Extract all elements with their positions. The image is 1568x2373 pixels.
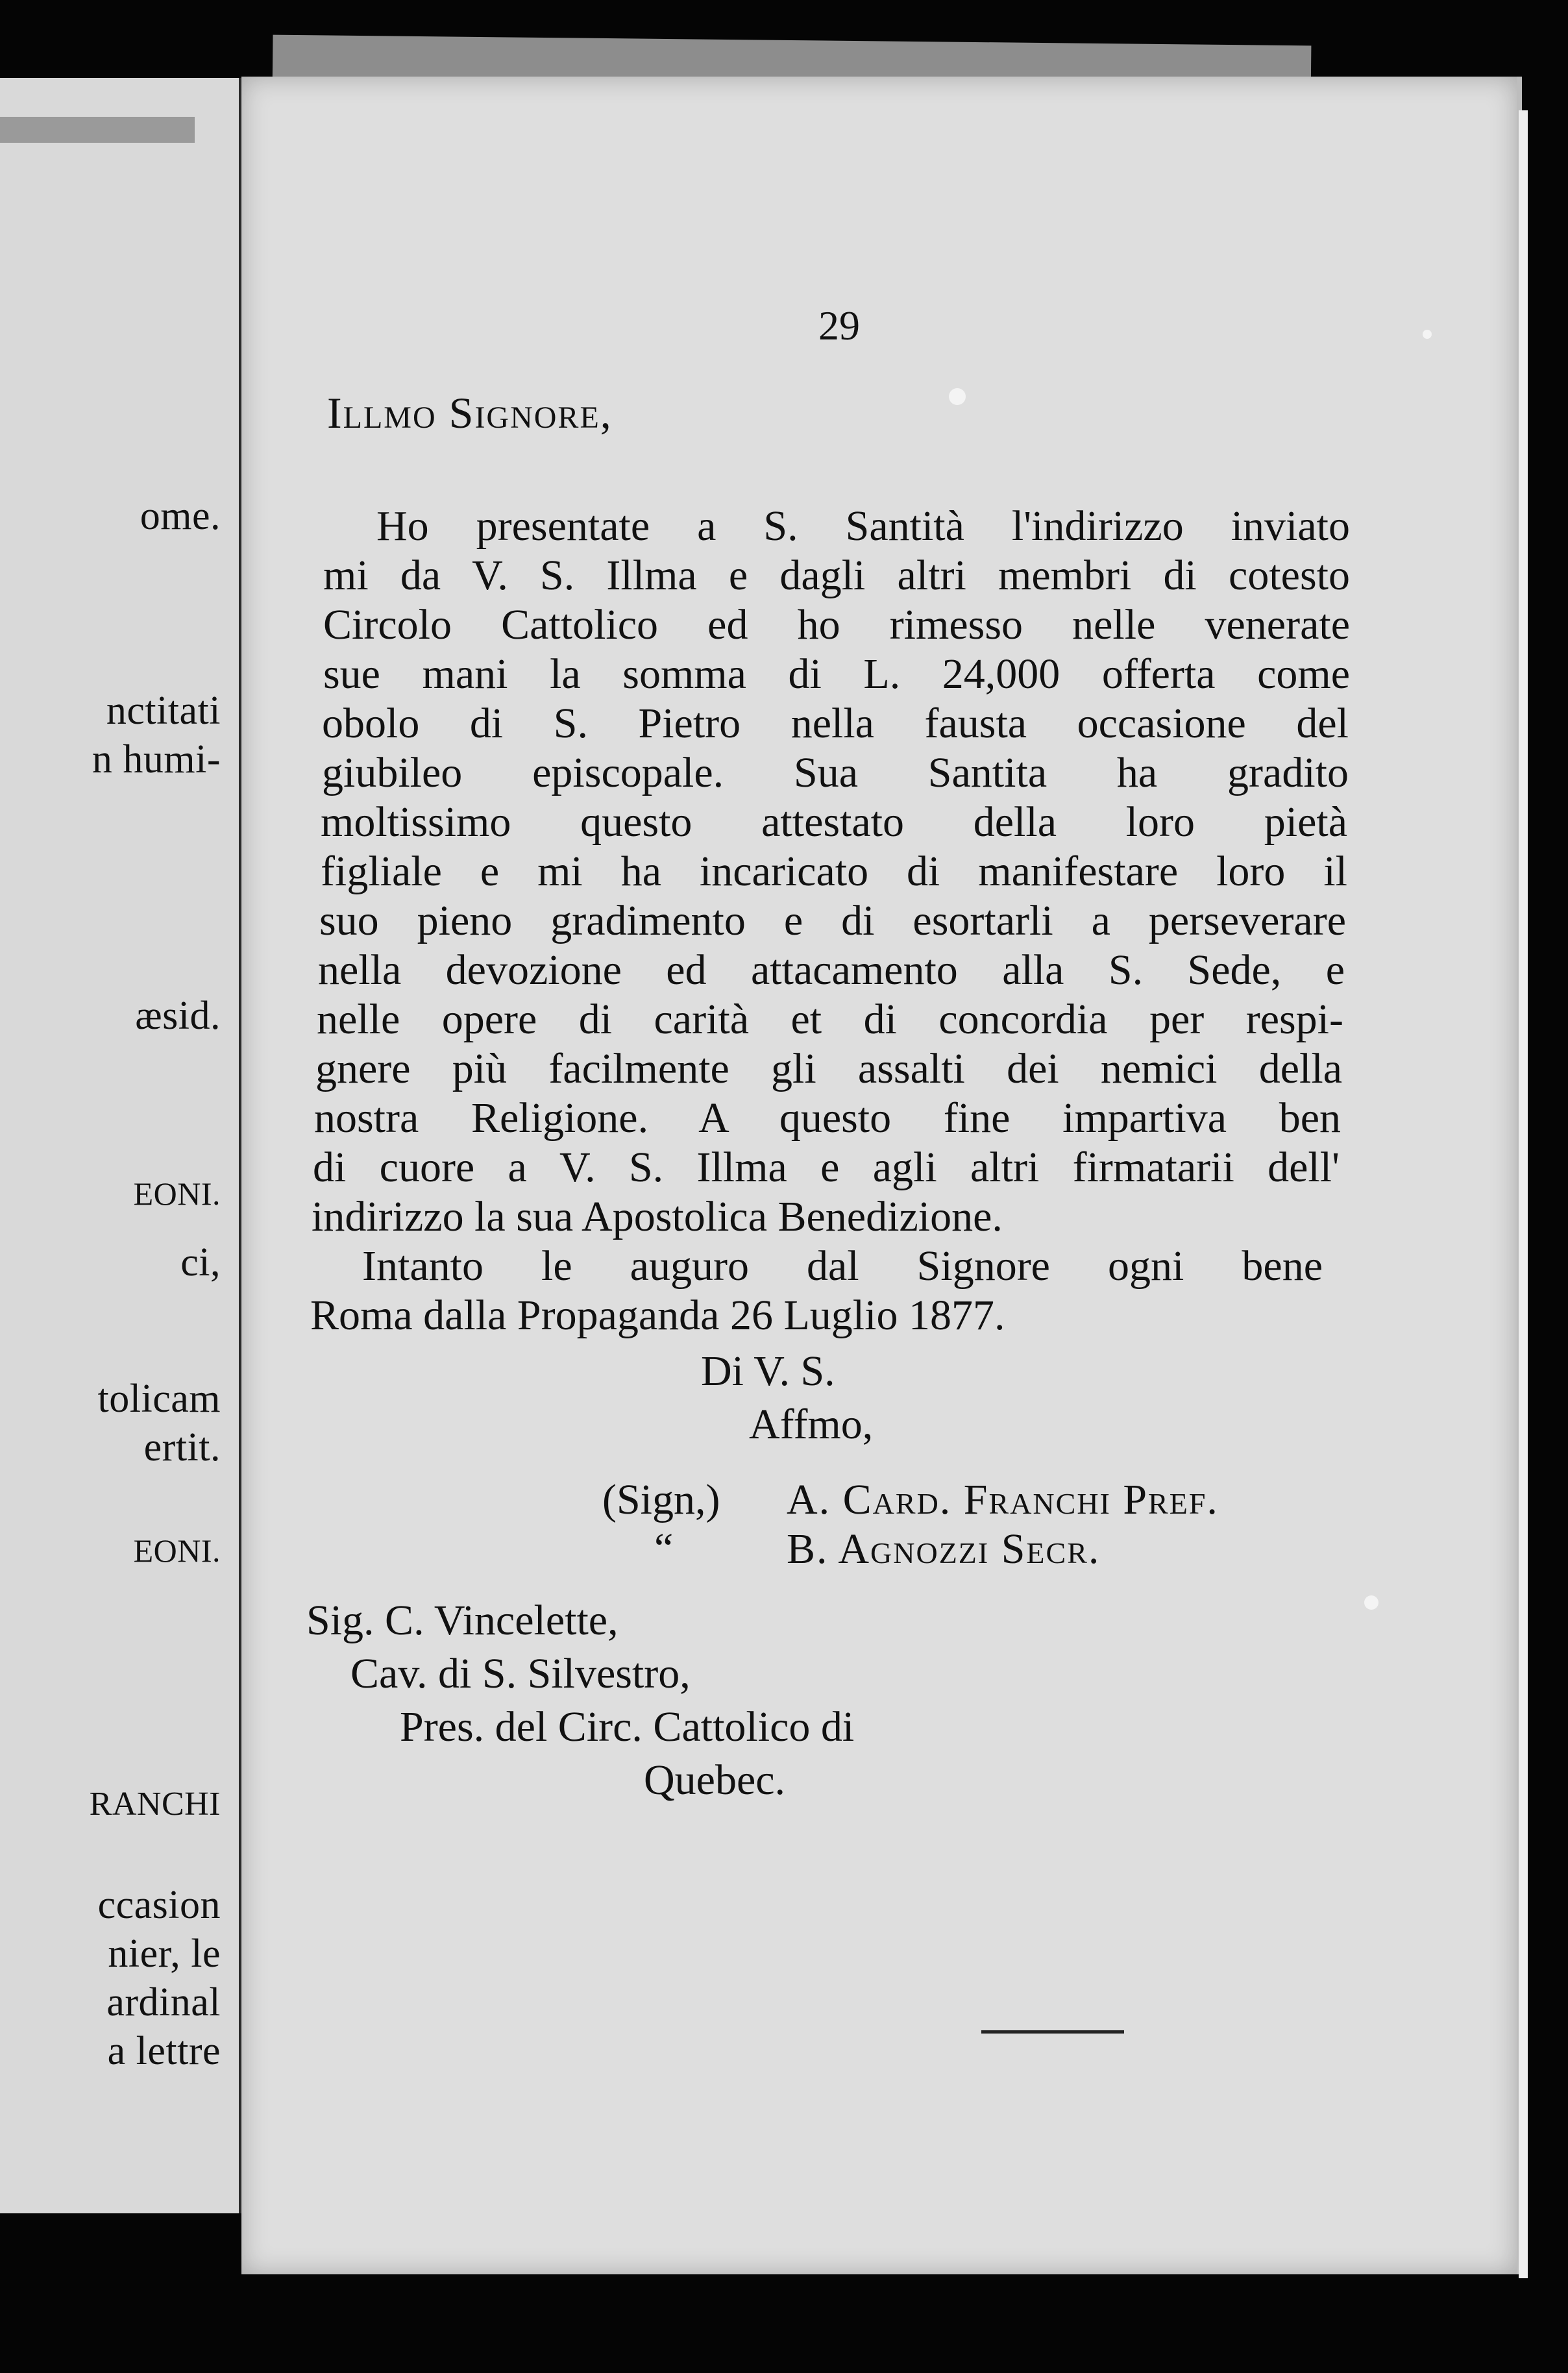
left-fragment: EONI. xyxy=(133,1175,221,1212)
left-fragment: ome. xyxy=(140,494,221,538)
body-line: nelle opere di carità et di concordia per respi- xyxy=(317,996,1343,1043)
body-line: Ho presentate a S. Santità l'indirizzo inviato xyxy=(376,502,1350,550)
addressee-line: Sig. C. Vincelette, xyxy=(306,1597,619,1644)
left-page-top-band xyxy=(0,117,195,143)
left-fragment: ertit. xyxy=(143,1425,221,1469)
body-line: Circolo Cattolico ed ho rimesso nelle venerate xyxy=(323,601,1350,648)
left-facing-page xyxy=(0,78,243,2213)
body-line: figliale e mi ha incaricato di manifestare loro il xyxy=(321,848,1347,895)
left-fragment: nier, le xyxy=(108,1932,221,1976)
end-rule xyxy=(981,2030,1124,2034)
addressee-line: Cav. di S. Silvestro, xyxy=(350,1650,691,1697)
affmo: Affmo, xyxy=(749,1401,874,1448)
signer-agnozzi: B. Agnozzi Secr. xyxy=(787,1525,1101,1573)
date-line: Roma dalla Propaganda 26 Luglio 1877. xyxy=(310,1292,1005,1339)
body-line-last: indirizzo la sua Apostolica Benedizione. xyxy=(312,1193,1003,1240)
body-line: suo pieno gradimento e di esortarli a perseverare xyxy=(319,897,1346,944)
left-fragment: n humi- xyxy=(92,737,221,781)
body-line: di cuore a V. S. Illma e agli altri firmatarii dell' xyxy=(313,1144,1340,1191)
paper-speck xyxy=(1423,330,1432,339)
paper-speck xyxy=(1364,1595,1378,1610)
left-fragment: ccasion xyxy=(97,1883,221,1927)
closing-line: Intanto le auguro dal Signore ogni bene xyxy=(362,1242,1323,1290)
left-fragment: æsid. xyxy=(135,994,221,1038)
body-line: giubileo episcopale. Sua Santita ha gradito xyxy=(322,749,1349,796)
body-line: nella devozione ed attacamento alla S. Sede, e xyxy=(318,946,1345,994)
di-vs: Di V. S. xyxy=(701,1347,835,1395)
body-line: obolo di S. Pietro nella fausta occasione del xyxy=(322,700,1349,747)
left-fragment: RANCHI xyxy=(89,1786,221,1823)
signer-franchi: A. Card. Franchi Pref. xyxy=(787,1476,1219,1523)
body-line: sue mani la somma di L. 24,000 offerta come xyxy=(323,650,1350,698)
body-line: mi da V. S. Illma e dagli altri membri di cotesto xyxy=(323,552,1350,599)
main-page xyxy=(241,77,1522,2274)
left-fragment: ci, xyxy=(180,1240,221,1285)
page-number: 29 xyxy=(818,302,860,349)
body-line: moltissimo questo attestato della loro pietà xyxy=(321,798,1347,846)
ditto-mark: “ xyxy=(654,1525,674,1572)
sign-label: (Sign,) xyxy=(602,1476,720,1523)
page-right-edge xyxy=(1519,110,1528,2278)
body-line: gnere più facilmente gli assalti dei nemici della xyxy=(315,1045,1342,1092)
left-fragment: nctitati xyxy=(106,689,221,733)
left-fragment: a lettre xyxy=(107,2029,221,2073)
body-line: nostra Religione. A questo fine impartiva ben xyxy=(314,1094,1341,1142)
salutation: Illmo Signore, xyxy=(327,388,613,437)
left-fragment: EONI. xyxy=(133,1532,221,1569)
paper-speck xyxy=(949,388,966,405)
addressee-line: Quebec. xyxy=(644,1756,786,1804)
addressee-line: Pres. del Circ. Cattolico di xyxy=(400,1703,855,1751)
left-fragment: tolicam xyxy=(97,1377,221,1421)
left-fragment: ardinal xyxy=(106,1980,221,2024)
